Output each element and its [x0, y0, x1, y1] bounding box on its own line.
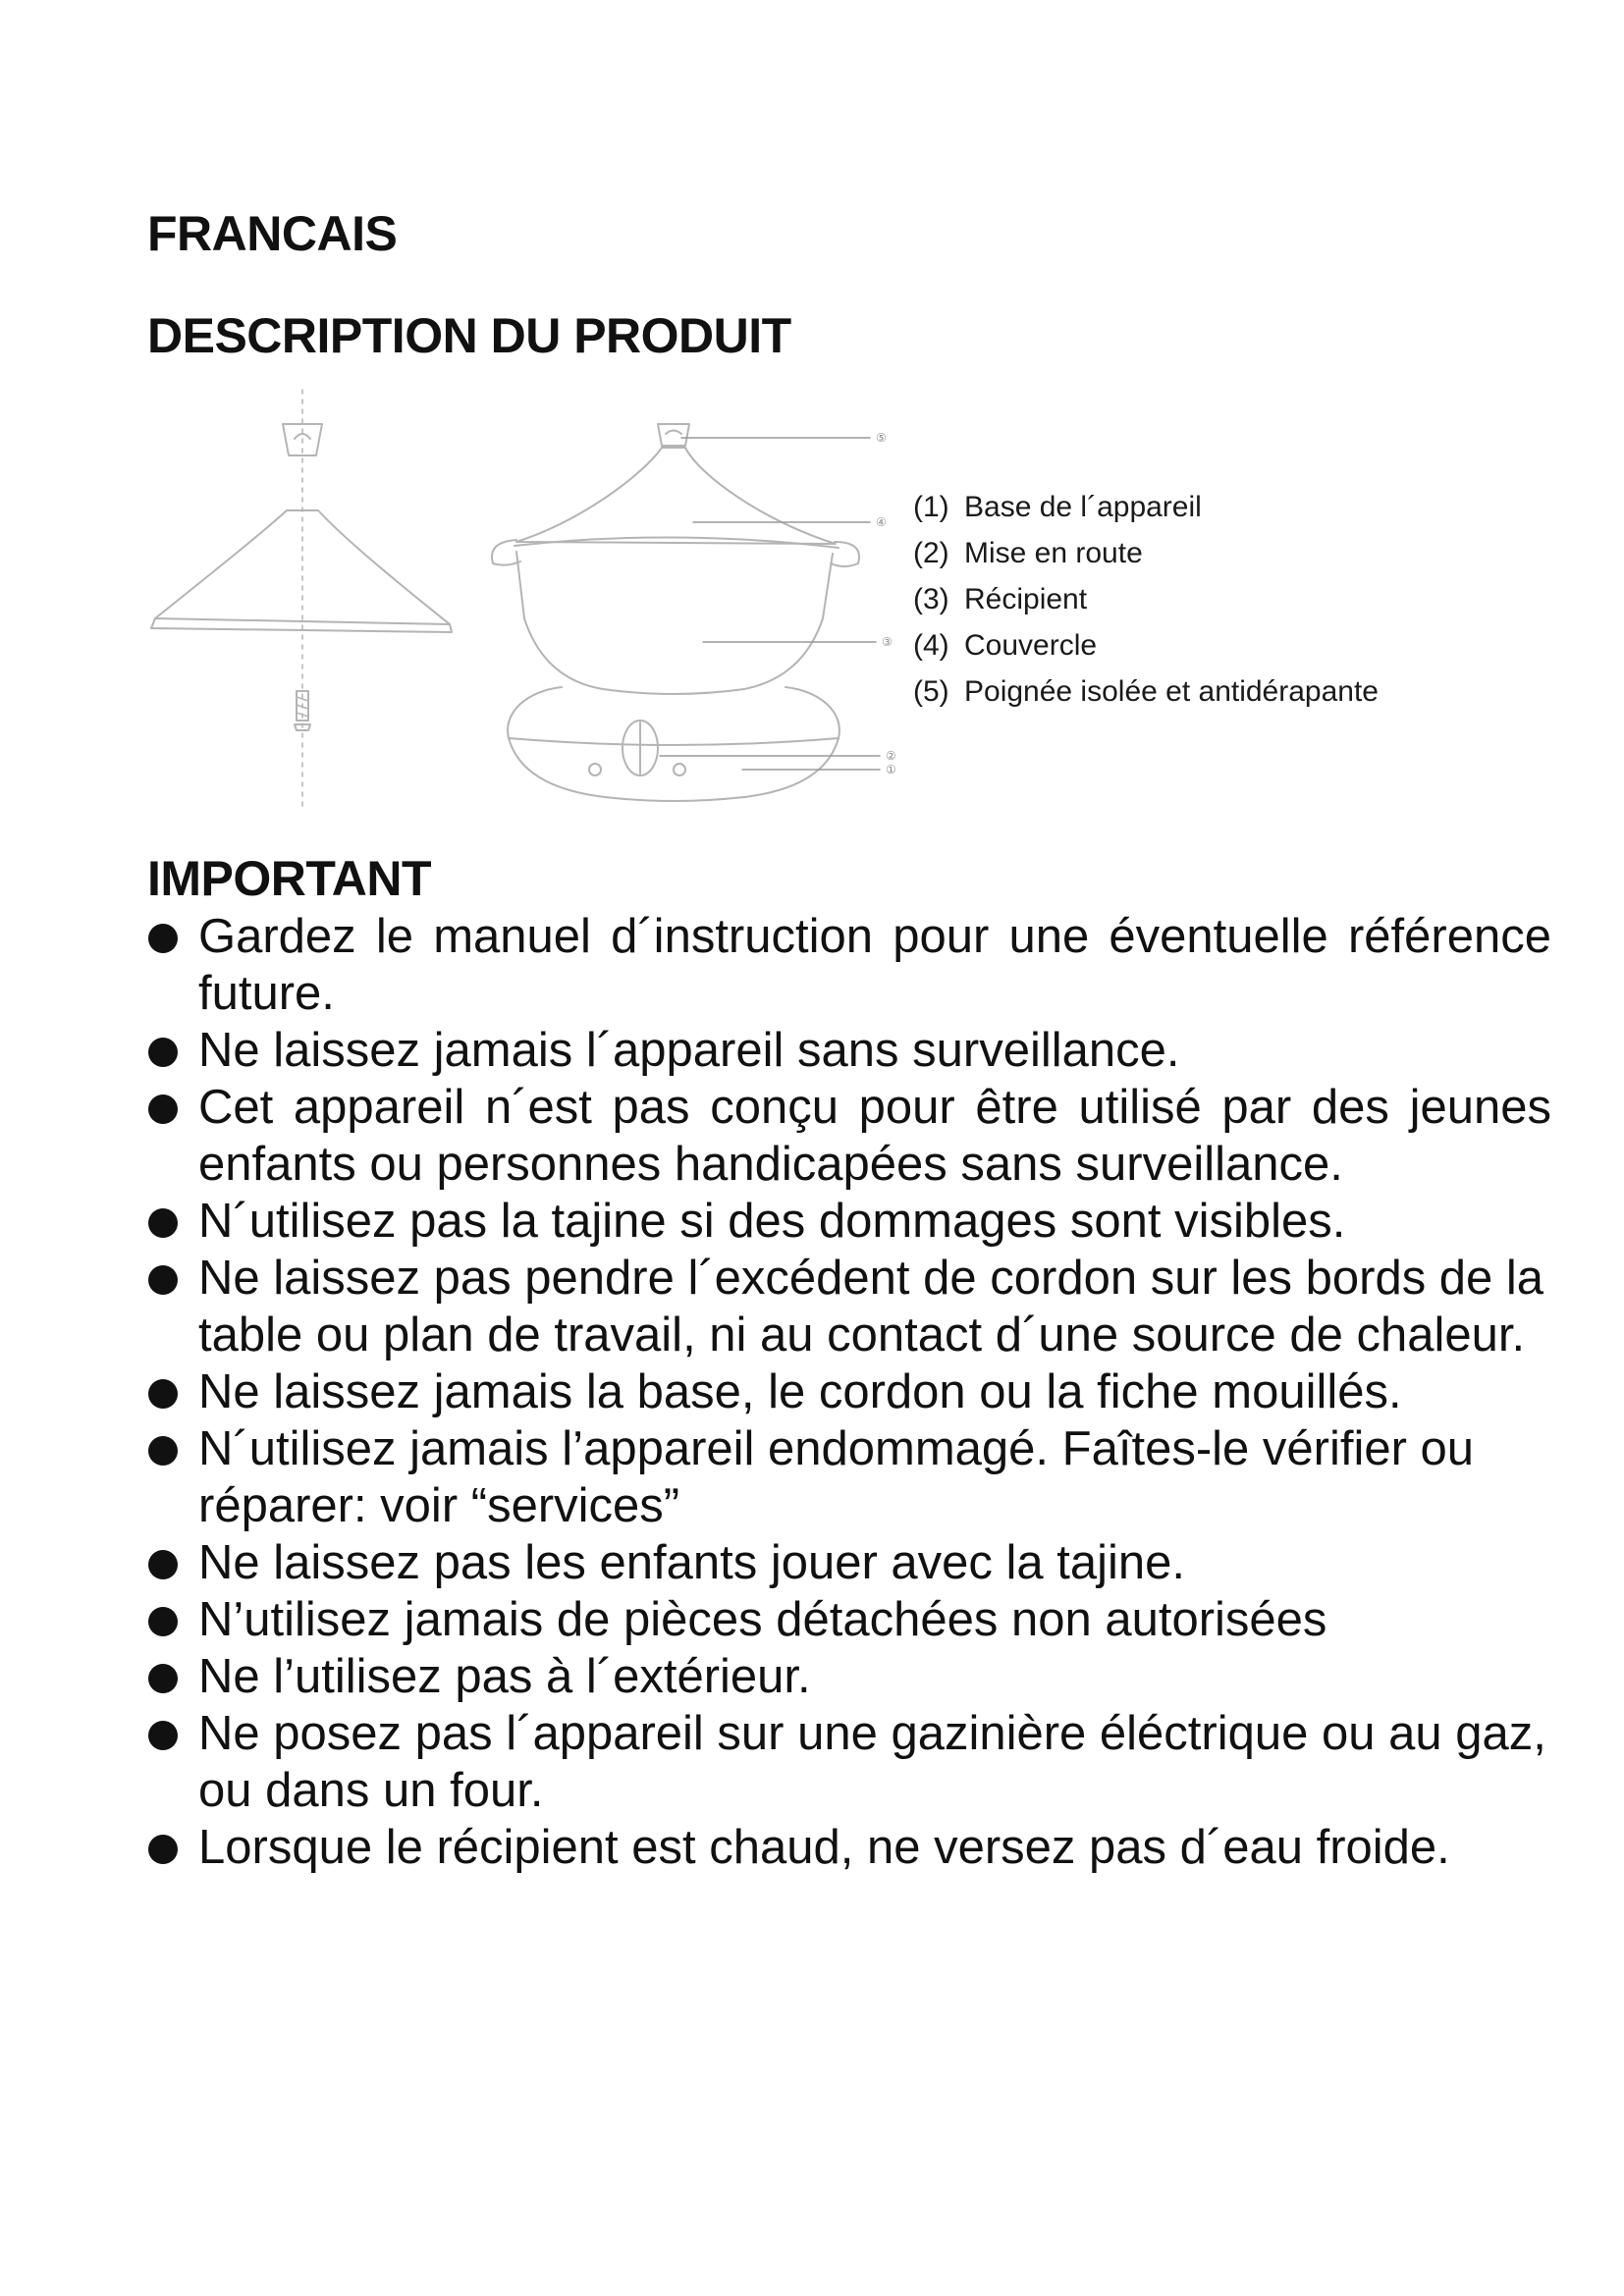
safety-rule-text: Ne laissez pas les enfants jouer avec la tajine. — [198, 1536, 1186, 1589]
bullet-icon — [148, 1835, 178, 1864]
safety-rule-text: N´utilisez pas la tajine si des dommages sont visibles. — [198, 1195, 1346, 1248]
callout-4: ④ — [876, 515, 887, 529]
legend-number: (1) — [913, 491, 949, 523]
safety-rule-text: N’utilisez jamais de pièces détachées non autorisées — [198, 1593, 1327, 1646]
safety-rule — [147, 1250, 1551, 1363]
bullet-icon — [148, 1379, 178, 1409]
legend-item — [913, 668, 1379, 715]
safety-rule — [147, 1193, 1551, 1250]
product-description-heading: DESCRIPTION DU PRODUIT — [147, 308, 791, 363]
bullet-icon — [148, 1208, 178, 1238]
safety-rule — [147, 1648, 1551, 1705]
language-heading: FRANCAIS — [147, 206, 398, 261]
safety-rule — [147, 908, 1551, 1022]
safety-rule — [147, 1591, 1551, 1648]
exploded-lid-view — [151, 390, 452, 809]
safety-rule — [147, 1534, 1551, 1591]
safety-rule-text: N´utilisez jamais l’appareil endommagé. Faîtes-le vérifier ou réparer: voir “services” — [198, 1422, 1475, 1532]
callout-leader-lines — [660, 438, 880, 770]
bullet-icon — [148, 924, 178, 953]
legend-label: Poignée isolée et antidérapante — [964, 675, 1379, 708]
bullet-icon — [148, 1664, 178, 1693]
legend-number: (2) — [913, 537, 949, 569]
callout-5: ⑤ — [876, 431, 887, 445]
callout-1: ① — [886, 763, 896, 776]
important-heading: IMPORTANT — [147, 851, 431, 906]
safety-rules-list — [147, 908, 1551, 1876]
safety-rule — [147, 1705, 1551, 1819]
safety-rule-text: Gardez le manuel d´instruction pour une éventuelle référence future. — [198, 910, 1551, 1020]
legend-number: (3) — [913, 583, 949, 615]
legend-label: Base de l´appareil — [964, 491, 1202, 523]
bullet-icon — [148, 1436, 178, 1466]
bullet-icon — [148, 1038, 178, 1067]
legend-item — [913, 576, 1379, 622]
safety-rule-text: Ne posez pas l´appareil sur une gazinière éléctrique ou au gaz, ou dans un four. — [198, 1707, 1546, 1817]
assembled-tajine-view — [492, 424, 859, 801]
safety-rule — [147, 1420, 1551, 1534]
safety-rule — [147, 1079, 1551, 1193]
safety-rule — [147, 1819, 1551, 1876]
legend-item — [913, 530, 1379, 576]
safety-rule-text: Lorsque le récipient est chaud, ne versez pas d´eau froide. — [198, 1821, 1450, 1874]
safety-rule-text: Ne l’utilisez pas à l´extérieur. — [198, 1650, 811, 1703]
legend-label: Mise en route — [964, 537, 1143, 569]
legend-number: (5) — [913, 675, 949, 708]
safety-rule-text: Cet appareil n´est pas conçu pour être utilisé par des jeunes enfants ou personnes handicapées sans surveillance. — [198, 1081, 1551, 1191]
legend-item — [913, 484, 1379, 530]
legend-item — [913, 622, 1379, 668]
legend-label: Récipient — [964, 583, 1088, 615]
safety-rule-text: Ne laissez pas pendre l´excédent de cordon sur les bords de la table ou plan de travail, ni au contact d´une source de chaleur. — [198, 1252, 1544, 1362]
bullet-icon — [148, 1095, 178, 1124]
callout-2: ② — [886, 749, 896, 763]
callout-3: ③ — [882, 635, 893, 649]
safety-rule — [147, 1363, 1551, 1420]
legend-number: (4) — [913, 629, 949, 662]
bullet-icon — [148, 1721, 178, 1750]
parts-legend — [913, 484, 1379, 715]
safety-rule — [147, 1022, 1551, 1079]
safety-rule-text: Ne laissez jamais la base, le cordon ou la fiche mouillés. — [198, 1365, 1402, 1418]
safety-rule-text: Ne laissez jamais l´appareil sans surveillance. — [198, 1024, 1180, 1077]
bullet-icon — [148, 1550, 178, 1579]
legend-label: Couvercle — [964, 629, 1098, 662]
bullet-icon — [148, 1265, 178, 1295]
bullet-icon — [148, 1607, 178, 1636]
product-diagram — [143, 385, 919, 817]
